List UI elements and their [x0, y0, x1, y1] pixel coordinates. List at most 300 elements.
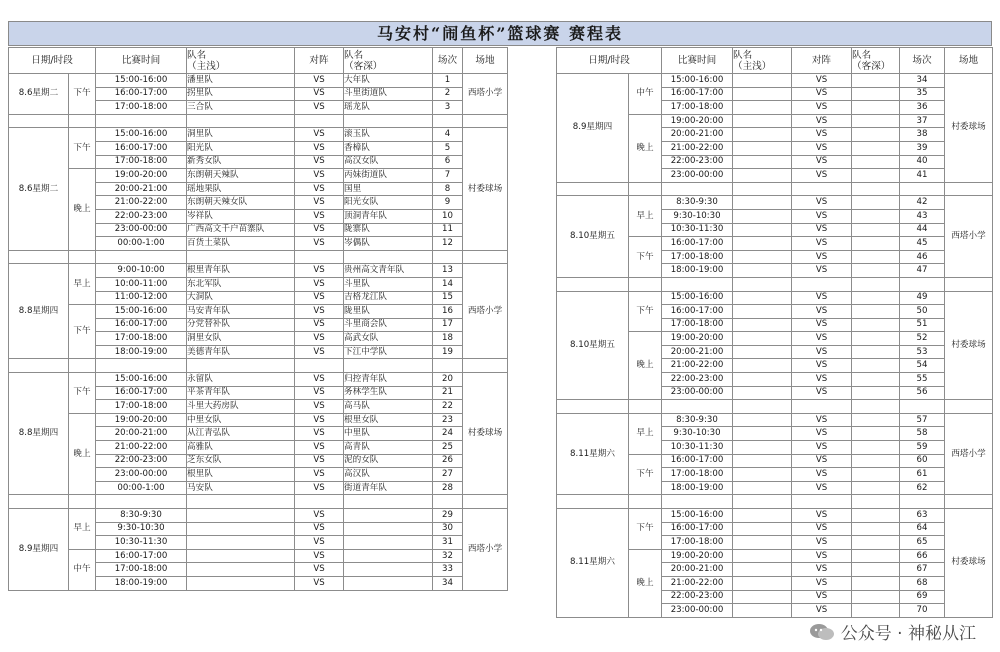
- away-team-cell: 归控青年队: [344, 373, 433, 387]
- vs-cell: VS: [792, 359, 852, 373]
- header-row: [9, 48, 508, 74]
- spacer-cell: [187, 114, 295, 128]
- match-number-cell: 19: [433, 345, 463, 359]
- time-cell: 9:00-10:00: [96, 264, 187, 278]
- away-team-cell: [344, 509, 433, 523]
- spacer-cell: [557, 495, 629, 509]
- time-cell: 20:00-21:00: [662, 128, 733, 142]
- table-row: [557, 291, 993, 305]
- away-team-cell: 斗里队: [344, 277, 433, 291]
- vs-cell: VS: [792, 454, 852, 468]
- away-team-cell: 下江中学队: [344, 345, 433, 359]
- venue-cell: 村委球场: [945, 291, 993, 400]
- spacer-cell: [295, 495, 344, 509]
- time-cell: 19:00-20:00: [662, 114, 733, 128]
- match-number-cell: 35: [900, 87, 945, 101]
- header-away-label: 队名: [852, 49, 872, 61]
- header-date-slot: 日期/时段: [557, 48, 662, 74]
- match-number-cell: 30: [433, 522, 463, 536]
- match-number-cell: 24: [433, 427, 463, 441]
- time-cell: 22:00-23:00: [96, 454, 187, 468]
- spacer-cell: [69, 495, 96, 509]
- away-team-cell: [852, 128, 900, 142]
- away-team-cell: [344, 522, 433, 536]
- spacer-cell: [557, 400, 629, 414]
- time-cell: 10:30-11:30: [96, 536, 187, 550]
- time-cell: 17:00-18:00: [96, 155, 187, 169]
- match-number-cell: 64: [900, 522, 945, 536]
- period-cell: 晚上: [629, 549, 662, 617]
- vs-cell: VS: [295, 332, 344, 346]
- table-row: [9, 509, 508, 523]
- right-schedule-body: [557, 48, 993, 618]
- home-team-cell: 从江青弘队: [187, 427, 295, 441]
- header-away-sub: （客深）: [852, 60, 891, 72]
- spacer-row: [557, 182, 993, 196]
- match-number-cell: 11: [433, 223, 463, 237]
- vs-cell: VS: [295, 277, 344, 291]
- date-cell: 8.6星期二: [9, 74, 69, 115]
- match-number-cell: 52: [900, 332, 945, 346]
- period-cell: 下午: [69, 373, 96, 414]
- header-home-team: [733, 48, 792, 74]
- time-cell: 21:00-22:00: [96, 196, 187, 210]
- home-team-cell: 高雅队: [187, 441, 295, 455]
- period-cell: 晚上: [629, 332, 662, 400]
- match-number-cell: 29: [433, 509, 463, 523]
- spacer-cell: [9, 359, 69, 373]
- vs-cell: VS: [792, 196, 852, 210]
- home-team-cell: 根里队: [187, 468, 295, 482]
- header-home-label: 队名: [187, 49, 207, 61]
- header-away-label: 队名: [344, 49, 364, 61]
- away-team-cell: [344, 536, 433, 550]
- vs-cell: VS: [792, 155, 852, 169]
- date-cell: 8.8星期四: [9, 373, 69, 495]
- away-team-cell: 陇寨队: [344, 223, 433, 237]
- away-team-cell: [852, 264, 900, 278]
- period-cell: 晚上: [629, 114, 662, 182]
- time-cell: 21:00-22:00: [96, 441, 187, 455]
- away-team-cell: 岑偶队: [344, 237, 433, 251]
- spacer-cell: [9, 250, 69, 264]
- home-team-cell: 分党替补队: [187, 318, 295, 332]
- header-vs: 对阵: [792, 48, 852, 74]
- time-cell: 9:30-10:30: [662, 427, 733, 441]
- home-team-cell: 新秀女队: [187, 155, 295, 169]
- home-team-cell: [733, 318, 792, 332]
- away-team-cell: [852, 563, 900, 577]
- home-team-cell: 中里女队: [187, 413, 295, 427]
- vs-cell: VS: [295, 169, 344, 183]
- home-team-cell: 岑祥队: [187, 209, 295, 223]
- vs-cell: VS: [295, 264, 344, 278]
- away-team-cell: [852, 468, 900, 482]
- vs-cell: VS: [295, 101, 344, 115]
- spacer-cell: [557, 277, 629, 291]
- home-team-cell: [733, 155, 792, 169]
- vs-cell: VS: [295, 400, 344, 414]
- period-cell: 晚上: [69, 413, 96, 495]
- home-team-cell: [187, 522, 295, 536]
- spacer-row: [557, 495, 993, 509]
- table-row: [9, 74, 508, 88]
- match-number-cell: 41: [900, 169, 945, 183]
- match-number-cell: 47: [900, 264, 945, 278]
- home-team-cell: [733, 413, 792, 427]
- left-schedule-table: [8, 47, 508, 591]
- away-team-cell: [852, 250, 900, 264]
- away-team-cell: 国里: [344, 182, 433, 196]
- away-team-cell: [852, 481, 900, 495]
- home-team-cell: [733, 373, 792, 387]
- time-cell: 20:00-21:00: [96, 427, 187, 441]
- home-team-cell: [733, 264, 792, 278]
- time-cell: 15:00-16:00: [662, 509, 733, 523]
- vs-cell: VS: [295, 318, 344, 332]
- match-number-cell: 50: [900, 305, 945, 319]
- match-number-cell: 69: [900, 590, 945, 604]
- spacer-cell: [733, 277, 792, 291]
- vs-cell: VS: [295, 536, 344, 550]
- time-cell: 22:00-23:00: [662, 373, 733, 387]
- period-cell: 下午: [629, 454, 662, 495]
- home-team-cell: [733, 209, 792, 223]
- vs-cell: VS: [792, 128, 852, 142]
- match-number-cell: 20: [433, 373, 463, 387]
- match-number-cell: 8: [433, 182, 463, 196]
- table-row: [9, 128, 508, 142]
- match-number-cell: 17: [433, 318, 463, 332]
- match-number-cell: 68: [900, 576, 945, 590]
- table-row: [557, 74, 993, 88]
- time-cell: 10:00-11:00: [96, 277, 187, 291]
- vs-cell: VS: [792, 332, 852, 346]
- time-cell: 18:00-19:00: [662, 481, 733, 495]
- period-cell: 早上: [69, 509, 96, 550]
- spacer-cell: [187, 495, 295, 509]
- home-team-cell: 三合队: [187, 101, 295, 115]
- header-home-team: [187, 48, 295, 74]
- time-cell: 22:00-23:00: [96, 209, 187, 223]
- spacer-cell: [96, 495, 187, 509]
- vs-cell: VS: [295, 509, 344, 523]
- vs-cell: VS: [295, 128, 344, 142]
- spacer-cell: [945, 495, 993, 509]
- away-team-cell: 香樟队: [344, 141, 433, 155]
- header-row: [557, 48, 993, 74]
- spacer-cell: [463, 114, 508, 128]
- away-team-cell: 斗里街道队: [344, 87, 433, 101]
- home-team-cell: 美德青年队: [187, 345, 295, 359]
- home-team-cell: 广西高文千户苗寨队: [187, 223, 295, 237]
- home-team-cell: [733, 87, 792, 101]
- away-team-cell: [852, 373, 900, 387]
- home-team-cell: 东朗朝天辣女队: [187, 196, 295, 210]
- time-cell: 15:00-16:00: [96, 74, 187, 88]
- time-cell: 19:00-20:00: [662, 332, 733, 346]
- vs-cell: VS: [295, 481, 344, 495]
- home-team-cell: [733, 74, 792, 88]
- spacer-cell: [852, 182, 900, 196]
- match-number-cell: 65: [900, 536, 945, 550]
- period-cell: 早上: [629, 196, 662, 237]
- spacer-cell: [295, 359, 344, 373]
- match-number-cell: 2: [433, 87, 463, 101]
- time-cell: 15:00-16:00: [662, 74, 733, 88]
- spacer-cell: [662, 182, 733, 196]
- spacer-row: [557, 277, 993, 291]
- time-cell: 16:00-17:00: [662, 305, 733, 319]
- time-cell: 16:00-17:00: [662, 522, 733, 536]
- time-cell: 17:00-18:00: [96, 332, 187, 346]
- time-cell: 19:00-20:00: [662, 549, 733, 563]
- vs-cell: VS: [792, 468, 852, 482]
- spacer-cell: [433, 114, 463, 128]
- match-number-cell: 49: [900, 291, 945, 305]
- vs-cell: VS: [295, 237, 344, 251]
- away-team-cell: 高青队: [344, 441, 433, 455]
- venue-cell: 西塔小学: [945, 413, 993, 495]
- away-team-cell: [852, 441, 900, 455]
- vs-cell: VS: [295, 223, 344, 237]
- home-team-cell: 永留队: [187, 373, 295, 387]
- away-team-cell: [852, 305, 900, 319]
- home-team-cell: [187, 563, 295, 577]
- home-team-cell: [733, 128, 792, 142]
- spacer-cell: [69, 114, 96, 128]
- home-team-cell: [733, 332, 792, 346]
- time-cell: 10:30-11:30: [662, 223, 733, 237]
- spacer-cell: [463, 495, 508, 509]
- vs-cell: VS: [295, 74, 344, 88]
- match-number-cell: 51: [900, 318, 945, 332]
- period-cell: 下午: [69, 128, 96, 169]
- home-team-cell: 洞里女队: [187, 332, 295, 346]
- home-team-cell: [733, 522, 792, 536]
- spacer-cell: [433, 250, 463, 264]
- time-cell: 23:00-00:00: [662, 604, 733, 618]
- home-team-cell: 大洞队: [187, 291, 295, 305]
- time-cell: 17:00-18:00: [662, 468, 733, 482]
- spacer-cell: [852, 277, 900, 291]
- match-number-cell: 58: [900, 427, 945, 441]
- venue-cell: 村委球场: [463, 128, 508, 250]
- vs-cell: VS: [792, 481, 852, 495]
- match-number-cell: 57: [900, 413, 945, 427]
- match-number-cell: 7: [433, 169, 463, 183]
- vs-cell: VS: [792, 549, 852, 563]
- vs-cell: VS: [792, 291, 852, 305]
- away-team-cell: [852, 536, 900, 550]
- table-row: [9, 413, 508, 427]
- home-team-cell: [733, 196, 792, 210]
- vs-cell: VS: [295, 413, 344, 427]
- match-number-cell: 46: [900, 250, 945, 264]
- vs-cell: VS: [792, 209, 852, 223]
- vs-cell: VS: [792, 563, 852, 577]
- away-team-cell: 顶洞青年队: [344, 209, 433, 223]
- match-number-cell: 10: [433, 209, 463, 223]
- match-number-cell: 16: [433, 305, 463, 319]
- away-team-cell: [852, 196, 900, 210]
- period-cell: 中午: [629, 74, 662, 115]
- away-team-cell: 斗里商会队: [344, 318, 433, 332]
- period-cell: 早上: [69, 264, 96, 305]
- period-cell: 下午: [629, 291, 662, 332]
- vs-cell: VS: [295, 373, 344, 387]
- match-number-cell: 67: [900, 563, 945, 577]
- header-venue: 场地: [463, 48, 508, 74]
- time-cell: 18:00-19:00: [662, 264, 733, 278]
- time-cell: 16:00-17:00: [96, 87, 187, 101]
- match-number-cell: 27: [433, 468, 463, 482]
- date-cell: 8.10星期五: [557, 196, 629, 278]
- date-cell: 8.9星期四: [557, 74, 629, 183]
- away-team-cell: 陇里队: [344, 305, 433, 319]
- right-schedule-table: [556, 47, 993, 618]
- away-team-cell: [852, 427, 900, 441]
- spacer-cell: [9, 495, 69, 509]
- spacer-cell: [344, 495, 433, 509]
- table-row: [557, 413, 993, 427]
- away-team-cell: 贵州高文青年队: [344, 264, 433, 278]
- vs-cell: VS: [792, 74, 852, 88]
- vs-cell: VS: [792, 590, 852, 604]
- away-team-cell: [852, 454, 900, 468]
- date-cell: 8.10星期五: [557, 291, 629, 400]
- spacer-cell: [900, 495, 945, 509]
- header-home-sub: （主浅）: [733, 60, 772, 72]
- spacer-row: [557, 400, 993, 414]
- time-cell: 15:00-16:00: [96, 373, 187, 387]
- away-team-cell: 大年队: [344, 74, 433, 88]
- vs-cell: VS: [792, 101, 852, 115]
- table-row: [9, 305, 508, 319]
- spacer-cell: [792, 495, 852, 509]
- time-cell: 18:00-19:00: [96, 345, 187, 359]
- away-team-cell: [852, 114, 900, 128]
- away-team-cell: [852, 549, 900, 563]
- date-cell: 8.8星期四: [9, 264, 69, 359]
- match-number-cell: 34: [433, 576, 463, 590]
- match-number-cell: 3: [433, 101, 463, 115]
- time-cell: 10:30-11:30: [662, 441, 733, 455]
- home-team-cell: 洞里队: [187, 128, 295, 142]
- home-team-cell: [733, 441, 792, 455]
- watermark-text: 公众号 · 神秘从江: [840, 624, 976, 644]
- vs-cell: VS: [792, 441, 852, 455]
- time-cell: 17:00-18:00: [96, 563, 187, 577]
- time-cell: 23:00-00:00: [662, 386, 733, 400]
- header-away-team: [852, 48, 900, 74]
- home-team-cell: [733, 359, 792, 373]
- spacer-cell: [662, 400, 733, 414]
- spacer-cell: [96, 250, 187, 264]
- match-number-cell: 6: [433, 155, 463, 169]
- home-team-cell: [733, 291, 792, 305]
- home-team-cell: 拐里队: [187, 87, 295, 101]
- home-team-cell: [733, 481, 792, 495]
- away-team-cell: [852, 332, 900, 346]
- spacer-cell: [662, 495, 733, 509]
- home-team-cell: [187, 509, 295, 523]
- time-cell: 15:00-16:00: [662, 291, 733, 305]
- home-team-cell: [733, 250, 792, 264]
- away-team-cell: 阳光女队: [344, 196, 433, 210]
- away-team-cell: 根里女队: [344, 413, 433, 427]
- match-number-cell: 54: [900, 359, 945, 373]
- match-number-cell: 1: [433, 74, 463, 88]
- match-number-cell: 25: [433, 441, 463, 455]
- time-cell: 21:00-22:00: [662, 576, 733, 590]
- match-number-cell: 55: [900, 373, 945, 387]
- spacer-cell: [463, 250, 508, 264]
- home-team-cell: [733, 590, 792, 604]
- vs-cell: VS: [295, 141, 344, 155]
- venue-cell: 村委球场: [945, 74, 993, 183]
- table-row: [9, 264, 508, 278]
- spacer-cell: [733, 182, 792, 196]
- vs-cell: VS: [792, 250, 852, 264]
- vs-cell: VS: [295, 441, 344, 455]
- match-number-cell: 62: [900, 481, 945, 495]
- header-date-slot: 日期/时段: [9, 48, 96, 74]
- header-time: 比赛时间: [96, 48, 187, 74]
- match-number-cell: 63: [900, 509, 945, 523]
- vs-cell: VS: [792, 427, 852, 441]
- home-team-cell: [733, 549, 792, 563]
- spacer-cell: [344, 250, 433, 264]
- away-team-cell: 丙妹街道队: [344, 169, 433, 183]
- time-cell: 18:00-19:00: [96, 576, 187, 590]
- away-team-cell: [852, 223, 900, 237]
- header-home-label: 队名: [733, 49, 753, 61]
- vs-cell: VS: [792, 509, 852, 523]
- time-cell: 9:30-10:30: [662, 209, 733, 223]
- match-number-cell: 21: [433, 386, 463, 400]
- spacer-cell: [69, 250, 96, 264]
- spacer-cell: [96, 114, 187, 128]
- time-cell: 17:00-18:00: [96, 101, 187, 115]
- match-number-cell: 14: [433, 277, 463, 291]
- away-team-cell: [852, 345, 900, 359]
- spacer-cell: [852, 400, 900, 414]
- away-team-cell: [852, 359, 900, 373]
- time-cell: 16:00-17:00: [662, 237, 733, 251]
- time-cell: 23:00-00:00: [662, 169, 733, 183]
- spacer-cell: [733, 495, 792, 509]
- time-cell: 20:00-21:00: [96, 182, 187, 196]
- home-team-cell: 马安青年队: [187, 305, 295, 319]
- away-team-cell: [344, 576, 433, 590]
- spacer-cell: [629, 182, 662, 196]
- table-row: [557, 509, 993, 523]
- period-cell: 下午: [69, 305, 96, 359]
- away-team-cell: [852, 386, 900, 400]
- vs-cell: VS: [295, 155, 344, 169]
- header-venue: 场地: [945, 48, 993, 74]
- spacer-cell: [945, 400, 993, 414]
- match-number-cell: 36: [900, 101, 945, 115]
- period-cell: 下午: [629, 509, 662, 550]
- time-cell: 9:30-10:30: [96, 522, 187, 536]
- time-cell: 17:00-18:00: [662, 318, 733, 332]
- away-team-cell: [852, 74, 900, 88]
- home-team-cell: [733, 169, 792, 183]
- spacer-cell: [344, 359, 433, 373]
- vs-cell: VS: [295, 305, 344, 319]
